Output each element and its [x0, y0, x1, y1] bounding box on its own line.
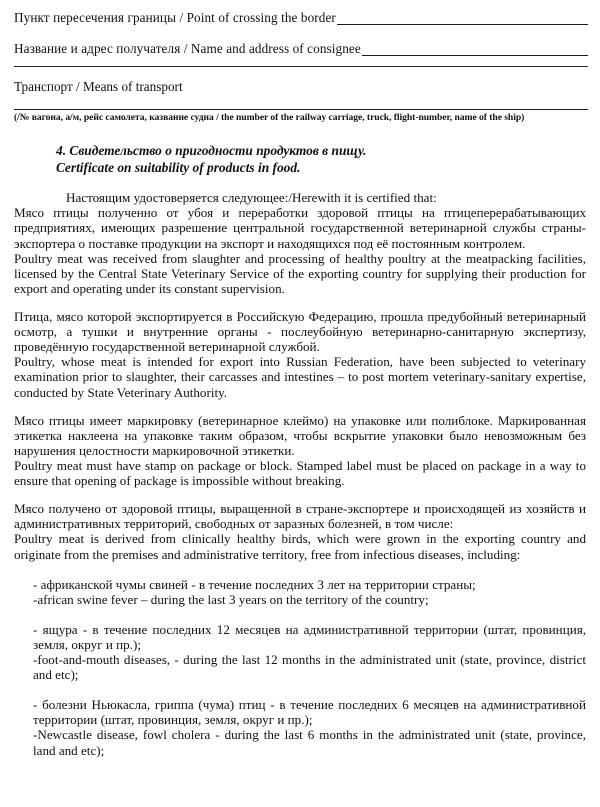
paragraph-4-en: Poultry meat is derived from clinically healthy birds, which were grown in the exporting country and originate from the premises and administrative territory, free from infectious diseases, including:: [14, 531, 586, 562]
field-row-consignee: [14, 41, 588, 56]
paragraph-4-ru: Мясо получено от здоровой птицы, выращенной в стране-экспортере и происходящей из хозяйств и административных территорий, свободных от заразных болезней, в том числе:: [14, 501, 586, 532]
section-title-block: [56, 142, 600, 176]
body-text-block: [0, 190, 600, 758]
disease-list: [14, 577, 586, 758]
form-header-block: [0, 0, 600, 124]
field-input-consignee[interactable]: [362, 43, 588, 56]
section-title-ru: 4. Свидетельство о пригодности продуктов в пищу.: [56, 143, 367, 159]
paragraph-2-en: Poultry, whose meat is intended for export into Russian Federation, have been subjected to veterinary examination prior to slaughter, their carcasses and intestines – to post mortem veterinary-sanitary expertise, conducted by State Veterinary Authority.: [14, 354, 586, 400]
paragraph-2-ru: Птица, мясо которой экспортируется в Российскую Федерацию, прошла предубойный ветеринарный осмотр, а тушки и внутренние органы - послеубойную ветеринарно-санитарную экспертизу, проведённую государственной ветеринарной службой.: [14, 308, 586, 355]
field-input-crossing-point[interactable]: [337, 12, 588, 25]
section-title-en: Certificate on suitability of products in food.: [56, 160, 301, 176]
lead-statement: Настоящим удостоверяется следующее:/Herewith it is certified that:: [66, 190, 437, 206]
field-row-crossing-point: [14, 10, 588, 25]
disease-item-1-ru: - африканской чумы свиней - в течение последних 3 лет на территории страны;: [33, 576, 476, 592]
disease-item-2-en: -foot-and-mouth diseases, - during the last 12 months in the administrated unit (state, province, district and etc);: [33, 652, 586, 683]
paragraph-3-ru: Мясо птицы имеет маркировку (ветеринарное клеймо) на упаковке или полиблоке. Маркированная этикетка наклеена на упаковке таким образом, чтобы вскрытие упаковки было невозможным без нарушения целостности маркировочной этикетки.: [14, 412, 586, 458]
disease-item-1-en: -african swine fever – during the last 3 years on the territory of the country;: [33, 591, 429, 607]
field-row-transport: [14, 79, 588, 94]
disease-item-3-ru: - болезни Ньюкасла, гриппа (чума) птиц - в течение последних 6 месяцев на административной территории (штат, провинция, земля, округ и пр.);: [33, 697, 586, 728]
paragraph-1-en: Poultry meat was received from slaughter and processing of healthy poultry at the meatpacking facilities, licensed by the Central State Veterinary Service of the exporting country for supplying their production for export and operating under its constant supervision.: [14, 250, 586, 296]
disease-item-3-en: -Newcastle disease, fowl cholera - during the last 6 months in the administrated unit (state, province, land and etc);: [33, 727, 586, 758]
paragraph-1-ru: Мясо птицы полученно от убоя и переработки здоровой птицы на птицеперерабатывающих предприятиях, имеющих разрешение центральной государственной ветеринарной службы страны-экспортера о поставке продукции на экспорт и находящихся под её постоянным контролем.: [14, 205, 586, 251]
disease-item-2-ru: - ящура - в течение последних 12 месяцев на административной территории (штат, провинция, земля, округ и пр.);: [33, 621, 586, 652]
transport-note: (/№ вагона, а/м, рейс самолета, казвание судна / the number of the railway carriage, truck, flight-number, name of the ship): [14, 111, 525, 123]
paragraph-3-en: Poultry meat must have stamp on package or block. Stamped label must be placed on package in a way to ensure that opening of package is impossible without breaking.: [14, 457, 586, 489]
field-label-transport: Транспорт / Means of transport: [14, 79, 183, 95]
field-label-crossing-point: Пункт пересечения границы / Point of crossing the border: [14, 10, 336, 25]
field-label-consignee: Название и адрес получателя / Name and address of consignee: [14, 41, 361, 57]
